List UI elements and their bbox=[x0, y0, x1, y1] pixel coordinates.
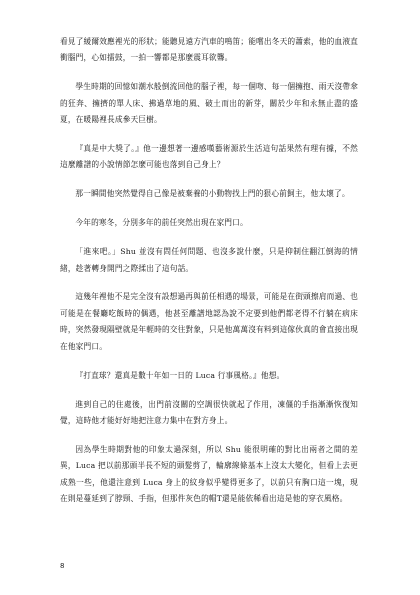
paragraph-5: 今年的寒冬，分別多年的前任突然出現在家門口。 bbox=[75, 218, 248, 228]
paragraph-8: 『打直球？還真是數十年如一日的 Luca 行事風格。』他想。 bbox=[75, 370, 285, 380]
paragraph-7: 這幾年裡他不是完全沒有設想過再與前任相遇的場景，可能是在街頭擦肩而過、也可能是在餐廳吃飯時的偶遇，他甚至離譜地認為說不定要到他們都老得不行躺在病床時，突然發現隔壁就是年輕時的交往對象，只是他萬萬沒有料到這傢伙真的會直接出現在他家門口。 bbox=[60, 292, 358, 351]
document-page-body bbox=[60, 34, 358, 520]
paragraph-3: 『真是中大獎了。』他一邊想著一邊感嘆藝術源於生活這句話果然有理有據，不然這麼離譜的小說情節怎麼可能也落到自己身上？ bbox=[60, 144, 358, 170]
paragraph-1: 看見了緩爾效應裡光的形狀；能聽見遠方汽車的鳴笛；能嚐出冬天的蕭索，他的血液直衝腦門，心如擂鼓，一拍一響都是那麼震耳欲聾。 bbox=[60, 37, 358, 63]
paragraph-4: 那一瞬間他突然覺得自己像是被棄養的小動物找上門的狠心前飼主，他太壞了。 bbox=[75, 189, 350, 199]
paragraph-10: 因為學生時期對他的印象太過深刻，所以 Shu 能很明確的對比出兩者之間的差異，Luca 把以前那頭半長不短的頭髮剪了，輪廓線條基本上沒太大變化，但看上去更成熟一些，他還注意到 Luca 身上的紋身似乎變得更多了，以前只有胸口這一塊，現在則是蔓延到了脖頸、手指，但那件灰色的帽T還是能依稀看出這是他的穿衣風格。 bbox=[60, 444, 358, 504]
paragraph-2: 學生時期的回憶如潮水般倒流回他的腦子裡，每一個吻、每一個擁抱、雨天沒帶傘的狂奔、擁擠的單人床、拂過草地的風、破土而出的新芽，關於少年和永無止盡的盛夏，在暖陽裡長成參天巨樹。 bbox=[60, 82, 358, 125]
paragraph-6: 「進來吧。」Shu 並沒有問任何問題、也沒多說什麼，只是抑制住翻江倒海的情緒，趁著轉身開門之際揉出了這句話。 bbox=[60, 247, 358, 273]
page-number: 8 bbox=[60, 562, 65, 570]
paragraph-9: 進到自己的住處後，出門前沒關的空調很快就起了作用，凍僵的手指漸漸恢復知覺，這時他才能好好地把注意力集中在對方身上。 bbox=[60, 399, 358, 425]
